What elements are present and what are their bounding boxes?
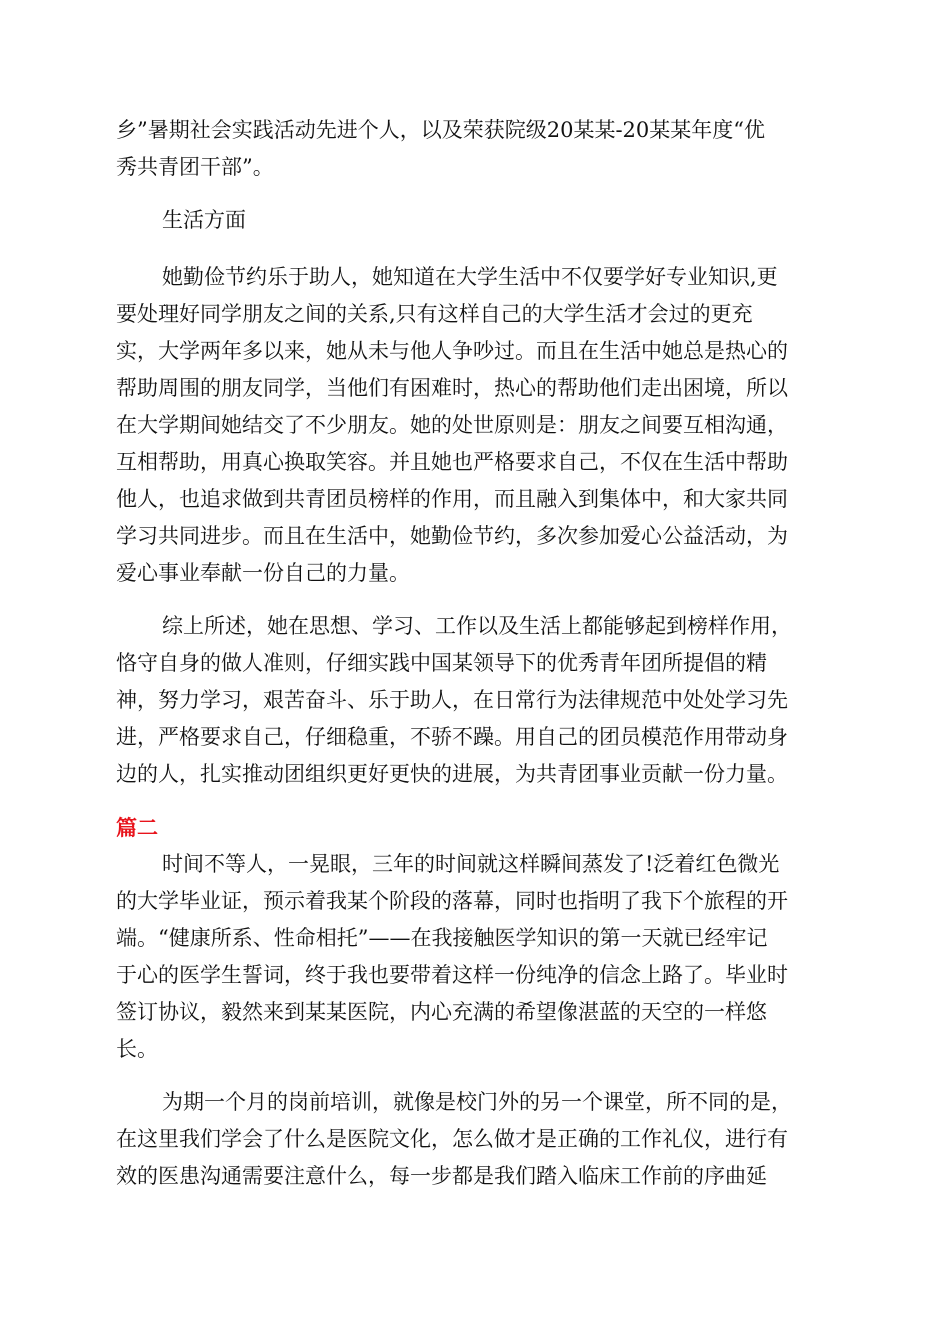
- text-line: 端。“健康所系、性命相托”——在我接触医学知识的第一天就已经牢记: [116, 926, 768, 950]
- paragraph-summary: [116, 608, 834, 793]
- text-line: 实，大学两年多以来，她从未与他人争吵过。而且在生活中她总是热心的: [116, 339, 788, 363]
- text-line: 乡”暑期社会实践活动先进个人，以及荣获院级20某某-20某某年度“优: [116, 118, 766, 142]
- paragraph-life: [116, 259, 834, 592]
- text-line: 他人，也追求做到共青团员榜样的作用，而且融入到集体中，和大家共同: [116, 487, 788, 511]
- text-line: 互相帮助，用真心换取笑容。并且她也严格要求自己，不仅在生活中帮助: [116, 450, 788, 474]
- text-line: 学习共同进步。而且在生活中，她勤俭节约，多次参加爱心公益活动，为: [116, 524, 788, 548]
- text-line: 进，严格要求自己，仔细稳重，不骄不躁。用自己的团员模范作用带动身: [116, 725, 788, 749]
- text-line: 的大学毕业证，预示着我某个阶段的落幕，同时也指明了我下个旅程的开: [116, 889, 788, 913]
- text-line: 为期一个月的岗前培训，就像是校门外的另一个课堂，所不同的是，: [162, 1090, 792, 1114]
- document-page: [116, 112, 834, 1195]
- text-line: 综上所述，她在思想、学习、工作以及生活上都能够起到榜样作用，: [162, 614, 792, 638]
- paragraph-graduation: [116, 846, 834, 1068]
- text-line: 于心的医学生誓词，终于我也要带着这样一份纯净的信念上路了。毕业时: [116, 963, 788, 987]
- text-line: 秀共青团干部”。: [116, 155, 274, 179]
- text-line: 恪守自身的做人准则，仔细实践中国某领导下的优秀青年团所提倡的精: [116, 651, 767, 675]
- text-line: 时间不等人，一晃眼，三年的时间就这样瞬间蒸发了!泛着红色微光: [162, 852, 780, 876]
- text-line: 签订协议，毅然来到某某医院，内心充满的希望像湛蓝的天空的一样悠: [116, 1000, 767, 1024]
- life-heading: 生活方面: [162, 208, 246, 232]
- text-line: 长。: [116, 1037, 158, 1061]
- text-line: 边的人，扎实推动团组织更好更快的进展，为共青团事业贡献一份力量。: [116, 762, 788, 786]
- text-line: 要处理好同学朋友之间的关系,只有这样自己的大学生活才会过的更充: [116, 302, 753, 326]
- text-line: 在大学期间她结交了不少朋友。她的处世原则是：朋友之间要互相沟通，: [116, 413, 788, 437]
- text-line: 效的医患沟通需要注意什么，每一步都是我们踏入临床工作前的序曲延: [116, 1164, 767, 1188]
- text-line: 爱心事业奉献一份自己的力量。: [116, 561, 410, 585]
- text-line: 她勤俭节约乐于助人，她知道在大学生活中不仅要学好专业知识,更: [162, 265, 778, 289]
- section-title: 篇二: [116, 815, 158, 840]
- paragraph-training: [116, 1084, 834, 1195]
- text-line: 神，努力学习，艰苦奋斗、乐于助人，在日常行为法律规范中处处学习先: [116, 688, 788, 712]
- paragraph-awards: [116, 112, 834, 186]
- text-line: 在这里我们学会了什么是医院文化，怎么做才是正确的工作礼仪，进行有: [116, 1127, 788, 1151]
- text-line: 帮助周围的朋友同学，当他们有困难时，热心的帮助他们走出困境，所以: [116, 376, 788, 400]
